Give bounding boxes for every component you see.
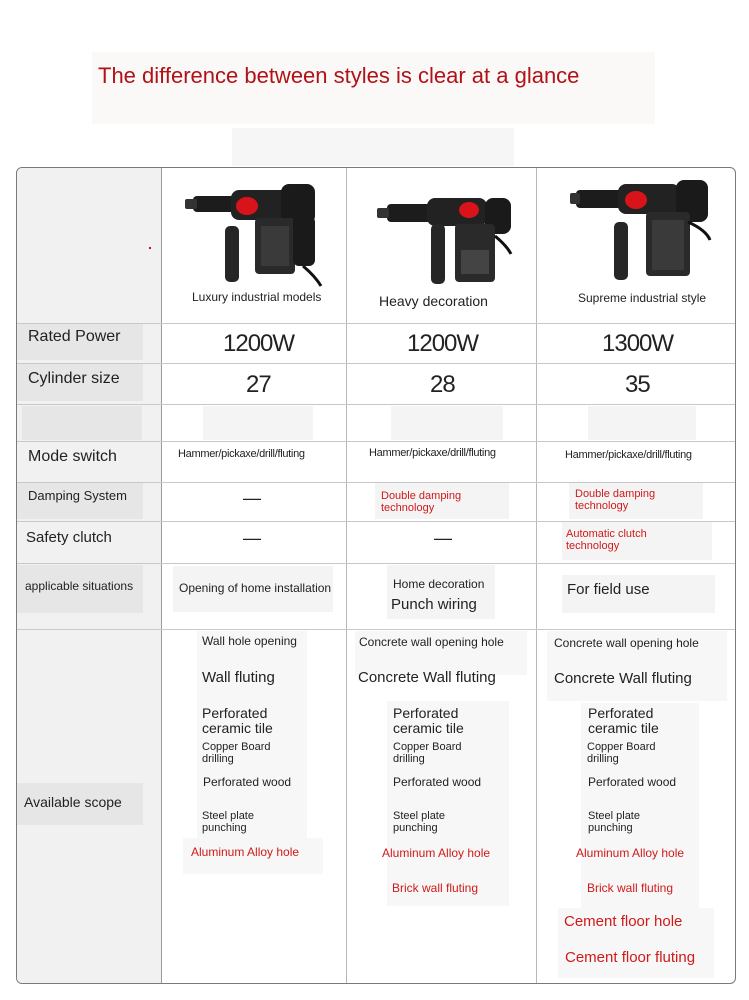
scope-supreme-item: Concrete wall opening hole: [554, 636, 699, 650]
mode-switch-heavy: Hammer/pickaxe/drill/fluting: [369, 447, 496, 459]
scope-heavy-item: Steel plate punching: [393, 810, 445, 834]
drill-image-supreme: [570, 174, 715, 286]
scope-heavy-item: Concrete wall opening hole: [359, 635, 504, 649]
scope-supreme-item: Cement floor fluting: [565, 949, 696, 966]
cylinder-size-supreme: 35: [625, 371, 650, 398]
damping-luxury: —: [243, 488, 261, 508]
scope-luxury-item: Copper Board drilling: [202, 741, 271, 765]
model-name-heavy: Heavy decoration: [379, 293, 488, 309]
scope-luxury-item: Perforated wood: [203, 775, 292, 789]
scope-luxury-item: Steel plate punching: [202, 810, 254, 834]
situation-heavy-1: Home decoration: [393, 577, 485, 591]
situation-supreme: For field use: [567, 581, 650, 598]
label-bg: [22, 406, 142, 440]
situation-luxury: Opening of home installation: [179, 581, 332, 595]
cylinder-size-heavy: 28: [430, 371, 455, 398]
drill-image-luxury: [185, 176, 325, 288]
red-dot: [149, 247, 151, 249]
scope-luxury-item: Aluminum Alloy hole: [191, 845, 300, 859]
scope-supreme-item: Steel plate punching: [588, 810, 640, 834]
scope-heavy-item: Brick wall fluting: [392, 881, 479, 895]
divider: [161, 168, 162, 983]
cell-bg: [203, 406, 313, 440]
scope-luxury-item: Wall hole opening: [202, 634, 297, 648]
label-available-scope: Available scope: [24, 794, 122, 810]
safety-clutch-heavy: —: [434, 528, 452, 548]
mode-switch-luxury: Hammer/pickaxe/drill/fluting: [178, 448, 305, 460]
label-safety-clutch: Safety clutch: [26, 529, 112, 546]
divider: [17, 404, 735, 405]
divider: [346, 168, 347, 983]
page-title: The difference between styles is clear at a glance: [98, 63, 580, 88]
decorative-panel: [232, 128, 514, 166]
scope-heavy-item: Concrete Wall fluting: [358, 669, 496, 686]
scope-supreme-item: Cement floor hole: [564, 913, 683, 930]
scope-luxury-item: Wall fluting: [202, 669, 275, 686]
scope-supreme-item: Brick wall fluting: [587, 881, 674, 895]
model-name-luxury: Luxury industrial models: [192, 290, 322, 304]
mode-switch-supreme: Hammer/pickaxe/drill/fluting: [565, 449, 692, 461]
cylinder-size-luxury: 27: [246, 371, 271, 398]
safety-clutch-supreme: Automatic clutch technology: [566, 528, 647, 552]
divider: [17, 441, 735, 442]
rated-power-heavy: 1200W: [407, 330, 479, 357]
label-mode-switch: Mode switch: [28, 448, 117, 465]
divider: [17, 563, 735, 564]
rated-power-supreme: 1300W: [602, 330, 674, 357]
scope-supreme-item: Aluminum Alloy hole: [576, 846, 685, 860]
scope-heavy-item: Perforated wood: [393, 775, 482, 789]
label-damping-system: Damping System: [28, 488, 127, 503]
safety-clutch-luxury: —: [243, 528, 261, 548]
divider: [17, 629, 735, 630]
divider: [536, 168, 537, 983]
drill-image-heavy: [377, 184, 517, 290]
scope-supreme-item: Copper Board drilling: [587, 741, 656, 765]
damping-supreme: Double damping technology: [575, 488, 656, 512]
cell-bg: [391, 406, 503, 440]
cell-bg: [588, 406, 696, 440]
scope-luxury-item: Perforated ceramic tile: [202, 705, 273, 736]
label-applicable-situations: applicable situations: [25, 579, 134, 593]
comparison-table: [16, 167, 736, 984]
scope-supreme-item: Concrete Wall fluting: [554, 670, 692, 687]
model-name-supreme: Supreme industrial style: [578, 291, 707, 305]
scope-heavy-item: Copper Board drilling: [393, 741, 462, 765]
scope-heavy-item: Perforated ceramic tile: [393, 705, 464, 736]
rated-power-luxury: 1200W: [223, 330, 295, 357]
damping-heavy: Double damping technology: [381, 490, 462, 514]
scope-supreme-item: Perforated ceramic tile: [588, 705, 659, 736]
label-cylinder-size: Cylinder size: [28, 370, 120, 387]
scope-heavy-item: Aluminum Alloy hole: [382, 846, 491, 860]
scope-supreme-item: Perforated wood: [588, 775, 677, 789]
label-rated-power: Rated Power: [28, 328, 121, 345]
situation-heavy-2: Punch wiring: [391, 596, 477, 613]
